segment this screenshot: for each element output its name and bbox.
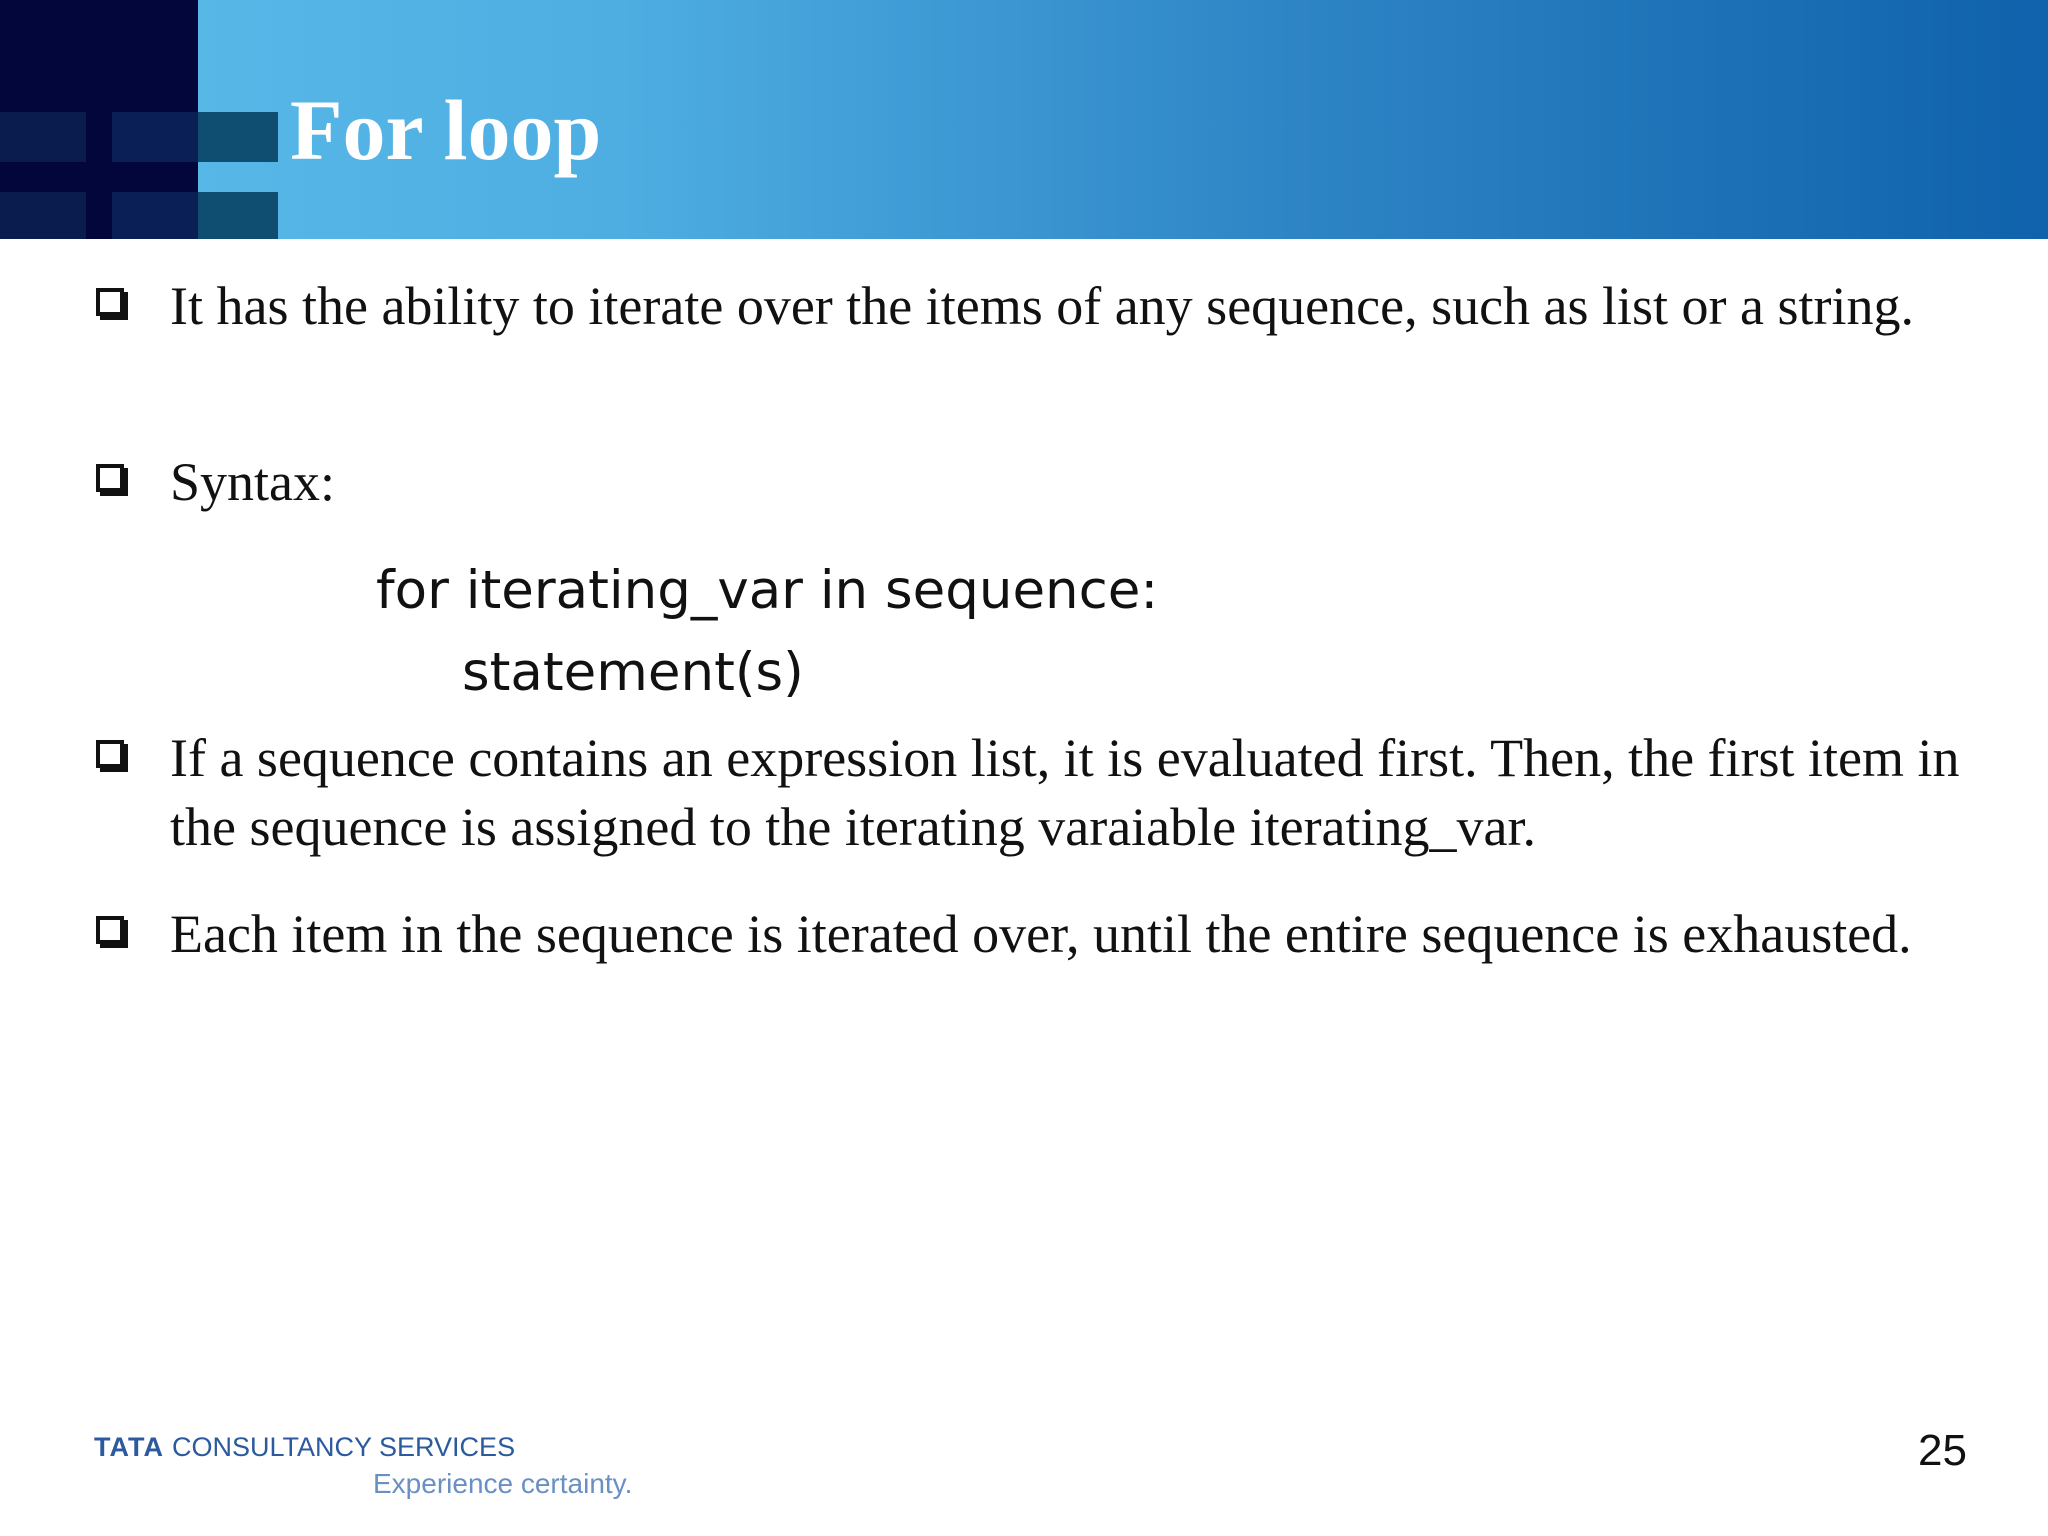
header-grid-square [0,112,86,162]
bullet-text: Syntax: [170,452,336,512]
header-grid-square [112,192,198,239]
checkbox-bullet-icon [96,740,124,768]
bullet-text: If a sequence contains an expression list, it is evaluated first. Then, the first item in the sequence is assigned to the iterating varaiable iterating_var. [170,728,1960,857]
checkbox-bullet-icon [96,464,124,492]
page-number: 25 [1918,1426,1967,1475]
header-grid-square [198,192,278,239]
bullet-text: It has the ability to iterate over the items of any sequence, such as list or a string. [170,276,1915,336]
consultancy-services-wordmark: CONSULTANCY SERVICES [171,1432,516,1462]
header-grid-square [112,112,198,162]
slide-header [0,0,2048,239]
brand-tagline: Experience certainty. [373,1468,633,1499]
header-grid-square [198,112,278,162]
tcs-logo [94,1432,515,1463]
slide-title: For loop [290,82,602,178]
checkbox-bullet-icon [96,288,124,316]
syntax-line-1: for iterating_var in sequence: [376,560,1159,621]
syntax-line-2: statement(s) [462,642,804,703]
header-grid-square [0,192,86,239]
bullet-text: Each item in the sequence is iterated over, until the entire sequence is exhausted. [170,904,1912,964]
tata-wordmark: TATA [94,1432,164,1462]
checkbox-bullet-icon [96,916,124,944]
